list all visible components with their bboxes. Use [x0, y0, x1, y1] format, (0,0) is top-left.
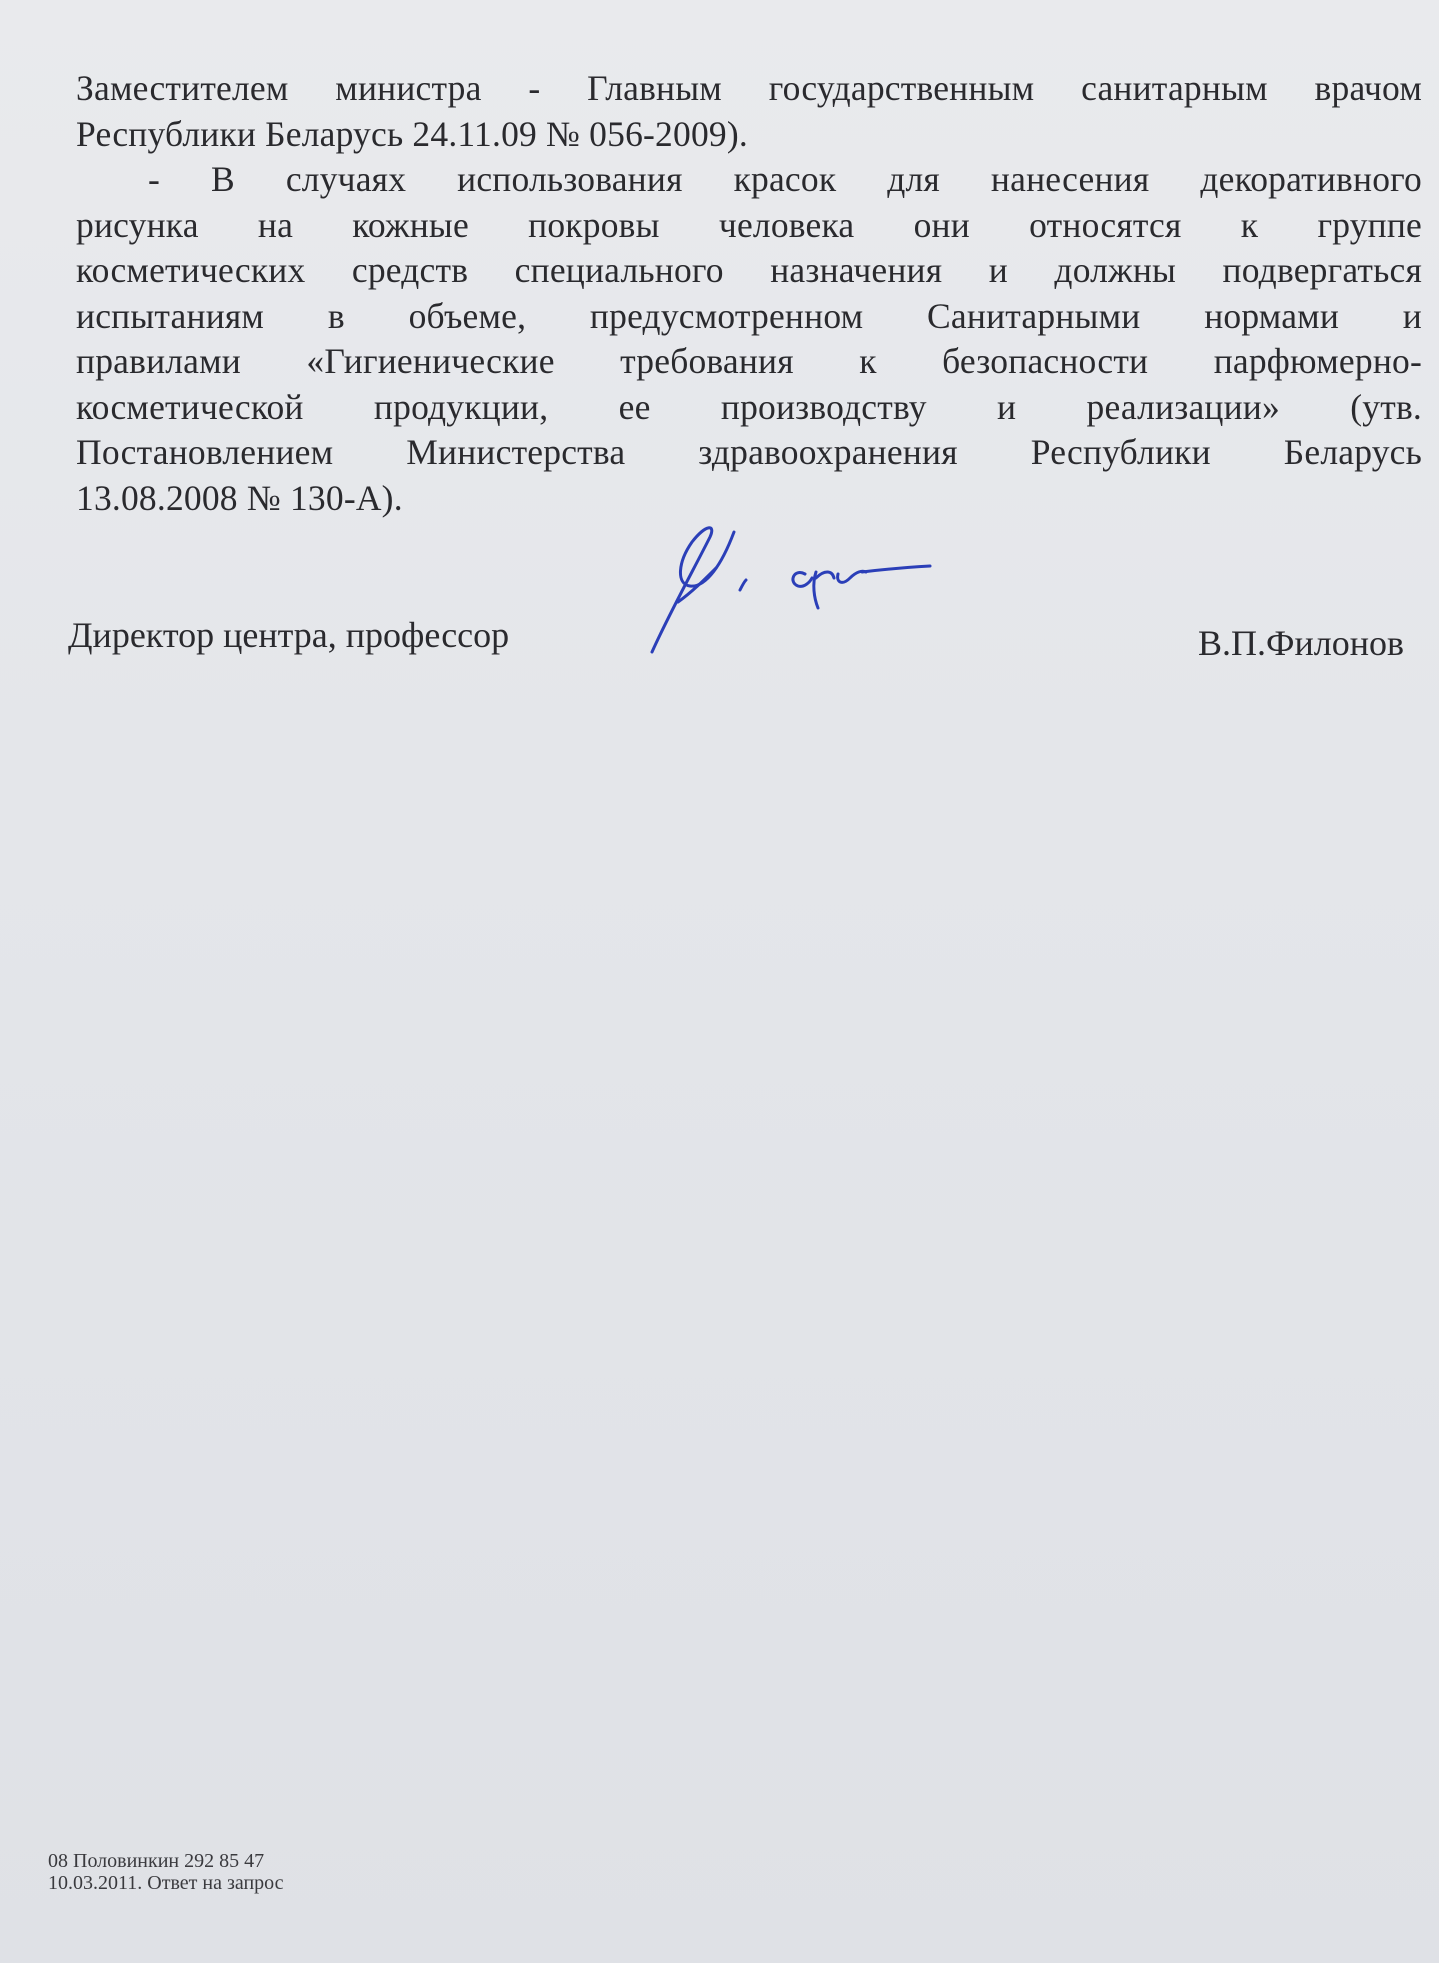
paragraph2-line: испытаниям в объеме, предусмотренном Санитарными нормами и	[76, 295, 1422, 336]
document-body	[76, 66, 1422, 521]
footer-contact: 08 Половинкин 292 85 47	[48, 1850, 265, 1872]
paragraph2-line: 13.08.2008 № 130-А).	[76, 477, 403, 518]
paragraph2-line: Постановлением Министерства здравоохранения Республики Беларусь	[76, 432, 1422, 472]
signatory-name: В.П.Филонов	[1198, 623, 1404, 663]
paragraph2-line: косметических средств специального назначения и должны подвергаться	[76, 250, 1422, 290]
paragraph2-line: рисунка на кожные покровы человека они относятся к группе	[76, 204, 1422, 245]
paragraph1-line: Республики Беларусь 24.11.09 № 056-2009).	[76, 113, 748, 154]
signature-row	[68, 614, 1404, 674]
paragraph2-line: - В случаях использования красок для нанесения декоративного	[148, 159, 1422, 199]
footer-date-note: 10.03.2011. Ответ на запрос	[48, 1872, 284, 1894]
paragraph2-line: косметической продукции, ее производству и реализации» (утв.	[76, 386, 1422, 427]
signatory-title: Директор центра, профессор	[68, 615, 510, 655]
paragraph2-line: правилами «Гигиенические требования к безопасности парфюмерно-	[76, 341, 1422, 381]
footer-note	[48, 1850, 284, 1894]
paragraph1-line: Заместителем министра - Главным государственным санитарным врачом	[76, 68, 1422, 108]
